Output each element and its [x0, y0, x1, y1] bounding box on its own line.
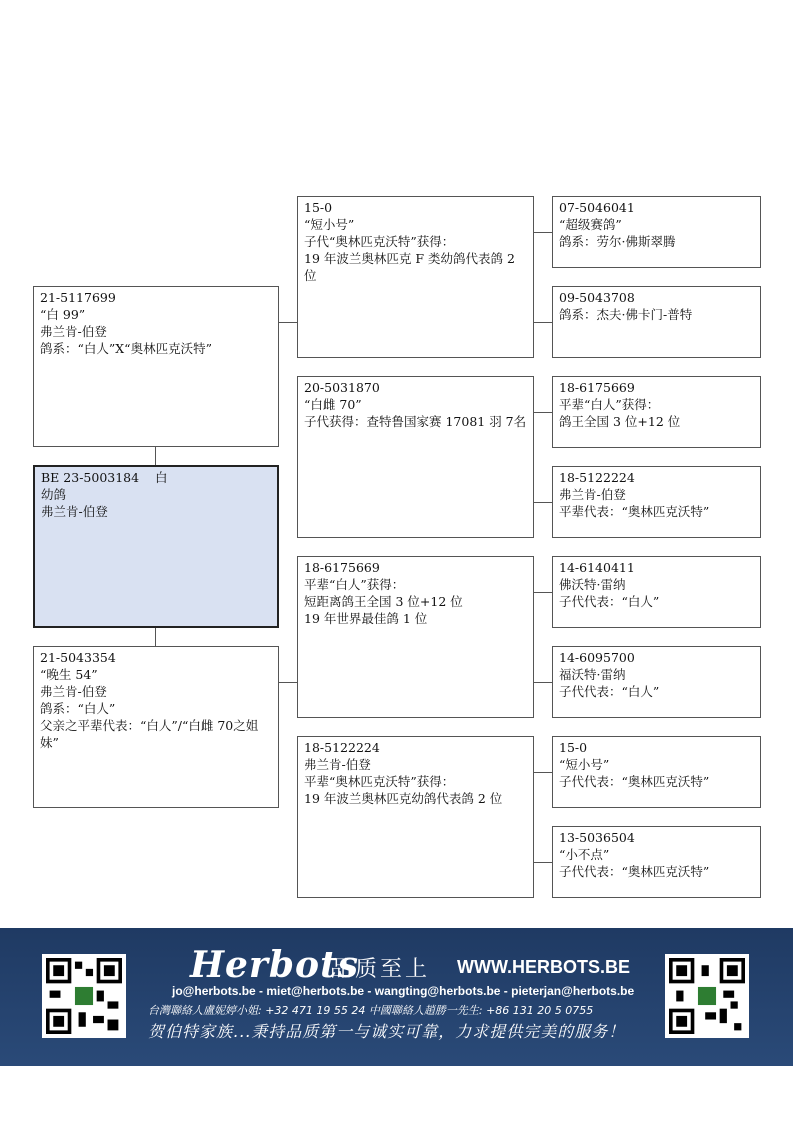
box-line: 15-0 — [304, 200, 333, 215]
brand-logo: Herbots — [190, 944, 359, 986]
dam-dam-box — [297, 736, 534, 898]
box-line: “白雌 70” — [304, 397, 362, 412]
connector-line — [534, 682, 552, 683]
box-line: 弗兰肯-伯登 — [40, 324, 107, 339]
dam-dam-dam-box — [552, 826, 761, 898]
box-line: 子代代表：“白人” — [559, 684, 660, 699]
box-line: 14-6140411 — [559, 560, 635, 575]
dam-box — [33, 646, 279, 808]
sire-sire-box — [297, 196, 534, 358]
contact-phones: 台灣聯絡人盧妮婷小姐: +32 471 19 55 24 中國聯絡人趙勝一先生: +86 131 20 5 0755 — [148, 1004, 594, 1017]
box-line: 平辈“白人”获得： — [304, 577, 405, 592]
connector-line — [155, 447, 156, 465]
box-line: 鸽系：“白人” — [40, 701, 116, 716]
qr-icon — [46, 958, 122, 1034]
contact-emails: jo@herbots.be - miet@herbots.be - wangting@herbots.be - pieterjan@herbots.be — [172, 984, 635, 998]
sire-dam-box — [297, 376, 534, 538]
box-line: 19 年世界最佳鸽 1 位 — [304, 611, 428, 626]
box-line: 弗兰肯-伯登 — [559, 487, 626, 502]
connector-line — [534, 502, 552, 503]
box-line: 平辈“奥林匹克沃特”获得： — [304, 774, 455, 789]
connector-line — [534, 232, 552, 233]
box-line: 弗兰肯-伯登 — [41, 504, 108, 519]
connector-line — [534, 412, 552, 413]
connector-line — [534, 322, 552, 323]
box-line: 09-5043708 — [559, 290, 635, 305]
box-line: 子代“奥林匹克沃特”获得： — [304, 234, 455, 249]
box-line: 子代代表：“奥林匹克沃特” — [559, 774, 710, 789]
box-line: 18-6175669 — [559, 380, 635, 395]
box-line: 19 年波兰奥林匹克 F 类幼鸽代表鸽 2位 — [304, 251, 515, 283]
box-line: 18-5122224 — [304, 740, 380, 755]
connector-line — [534, 862, 552, 863]
box-line: 18-5122224 — [559, 470, 635, 485]
brand-tagline: 品质至上 — [330, 957, 431, 982]
slogan: 贺伯特家族...秉持品质第一与诚实可靠，力求提供完美的服务！ — [148, 1022, 626, 1041]
box-line: 父亲之平辈代表：“白人”/“白雌 70之姐妹” — [40, 718, 259, 750]
dam-sire-sire-box — [552, 556, 761, 628]
box-line: 14-6095700 — [559, 650, 635, 665]
box-line: 福沃特·雷纳 — [559, 667, 626, 682]
dam-dam-sire-box — [552, 736, 761, 808]
connector-line — [155, 628, 156, 646]
website-link[interactable]: WWW.HERBOTS.BE — [457, 957, 630, 977]
box-line: 21-5043354 — [40, 650, 116, 665]
subject-pigeon-box — [33, 465, 279, 628]
box-line: 子代代表：“白人” — [559, 594, 660, 609]
qr-code-left — [42, 954, 126, 1038]
box-line: “短小号” — [559, 757, 610, 772]
box-line: 子代代表：“奥林匹克沃特” — [559, 864, 710, 879]
box-line: 佛沃特·雷纳 — [559, 577, 626, 592]
box-line: “短小号” — [304, 217, 355, 232]
box-line: 弗兰肯-伯登 — [40, 684, 107, 699]
box-line: 弗兰肯-伯登 — [304, 757, 371, 772]
connector-line — [279, 322, 297, 323]
sire-dam-dam-box — [552, 466, 761, 538]
box-line: 鸽系：杰夫·佛卡门-普特 — [559, 307, 693, 322]
box-line: 19 年波兰奥林匹克幼鸽代表鸽 2 位 — [304, 791, 503, 806]
box-line: 子代获得：查特鲁国家赛 17081 羽 7名 — [304, 414, 527, 429]
box-line: 平辈“白人”获得： — [559, 397, 660, 412]
box-line: 07-5046041 — [559, 200, 635, 215]
box-line: 21-5117699 — [40, 290, 116, 305]
sire-dam-sire-box — [552, 376, 761, 448]
connector-line — [534, 772, 552, 773]
box-line: 鸽王全国 3 位+12 位 — [559, 414, 681, 429]
qr-code-right — [665, 954, 749, 1038]
box-line: “超级赛鸽” — [559, 217, 622, 232]
dam-sire-dam-box — [552, 646, 761, 718]
qr-icon — [669, 958, 745, 1034]
connector-line — [279, 682, 297, 683]
box-line: 短距离鸽王全国 3 位+12 位 — [304, 594, 463, 609]
sire-box — [33, 286, 279, 447]
sire-sire-dam-box — [552, 286, 761, 358]
box-line: 18-6175669 — [304, 560, 380, 575]
box-line: 平辈代表：“奥林匹克沃特” — [559, 504, 710, 519]
sire-sire-sire-box — [552, 196, 761, 268]
connector-line — [534, 592, 552, 593]
box-line: 15-0 — [559, 740, 588, 755]
box-line: “小不点” — [559, 847, 610, 862]
box-line: 鸽系：劳尔·佛斯翠腾 — [559, 234, 676, 249]
box-line: “白 99” — [40, 307, 86, 322]
dam-sire-box — [297, 556, 534, 718]
box-line: 幼鸽 — [41, 487, 67, 502]
box-line: BE 23-5003184 白 — [41, 470, 168, 485]
box-line: 13-5036504 — [559, 830, 635, 845]
box-line: “晚生 54” — [40, 667, 98, 682]
box-line: 鸽系：“白人”X“奥林匹克沃特” — [40, 341, 212, 356]
box-line: 20-5031870 — [304, 380, 380, 395]
